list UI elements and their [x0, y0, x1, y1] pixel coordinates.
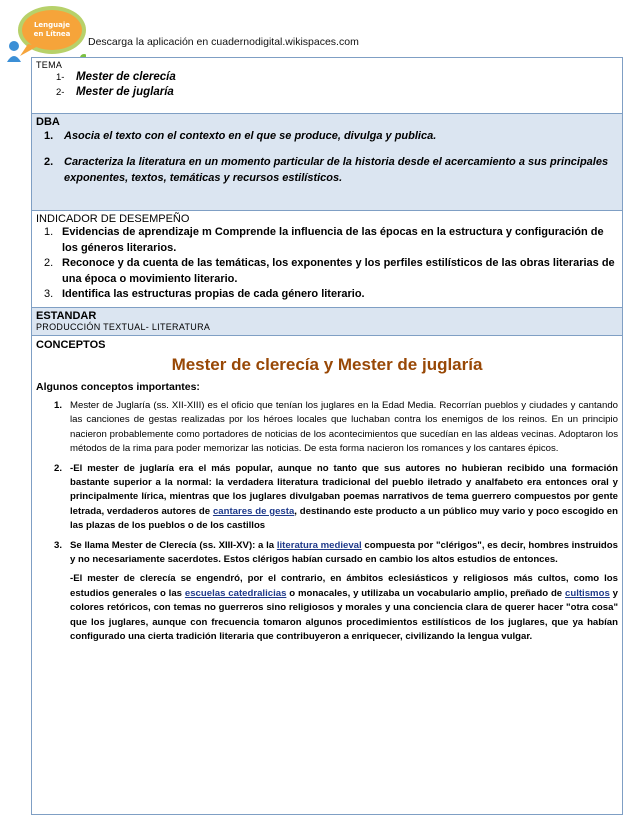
- tema-item: 2- Mester de juglaría: [56, 86, 174, 98]
- concept-item: 2. -El mester de juglaría era el más popular, aunque no tanto que sus autores no hubieran recibido una formación bastante superior a la normal: la verdadera literatura tradicional del pueblo iletrado y analfabeto era entonces oral y principalmente lírica, mientras que los juglares divulgaban poemas narrativos de tema guerrero compuestos por gente letrada, verdaderos autores de cantares de gesta, destinando este producto a un público muy vario y poco escogido en las plazas de los pueblos o de los castillos: [54, 462, 618, 532]
- link-cultismos[interactable]: cultismos: [565, 587, 610, 599]
- link-escuelas-catedralicias[interactable]: escuelas catedralicias: [184, 587, 287, 599]
- lesson-table: [31, 57, 623, 815]
- tema-section: [32, 58, 622, 114]
- link-literatura-medieval[interactable]: literatura medieval: [276, 539, 362, 551]
- concept-item: 3. Se llama Mester de Clerecía (ss. XIII-XV): a la literatura medieval compuesta por "clérigos", es decir, hombres instruidos y no necesariamente sacerdotes. Estos clérigos habían cursado en cambio los altos estudios de entonces.: [54, 539, 618, 566]
- concept-item: 1. Mester de Juglaría (ss. XII-XIII) es el oficio que tenían los juglares en la Edad Media. Recorrían pueblos y ciudades y cantando las canciones de gestas realizadas por los héroes locales que luchaban contra los enemigos de los reinos. En un principio nacieron probablemente como portadores de noticias de los acontecimientos que sucedían en las aldeas vecinas. Adoptaron los métodos de la rima para poder memorizar las noticias. De esta forma nacieron los romances y los cantares épicos.: [54, 400, 618, 455]
- tema-label: TEMA: [36, 60, 63, 70]
- estandar-section: [32, 308, 622, 336]
- conceptos-section: [32, 336, 622, 648]
- download-notice: Descarga la aplicación en cuadernodigital.wikispaces.com: [88, 36, 359, 48]
- estandar-label: ESTANDAR: [36, 310, 97, 322]
- page-title: Mester de clerecía y Mester de juglaría: [171, 355, 483, 374]
- estandar-sub: PRODUCCIÓN TEXTUAL- LITERATURA: [36, 322, 211, 332]
- tema-item: 1- Mester de clerecía: [56, 71, 176, 83]
- intro-text: Algunos conceptos importantes:: [36, 381, 200, 393]
- indicador-item: 1. Evidencias de aprendizaje m Comprende la influencia de las épocas en la estructura y configuración de los géneros literarios.: [44, 226, 604, 254]
- dba-item: 2. Caracteriza la literatura en un momento particular de la historia desde el acercamiento a sus principales exponentes, textos, temáticas y recursos estilísticos.: [44, 156, 609, 184]
- indicador-item: 2. Reconoce y da cuenta de las temáticas, los exponentes y los perfiles estilísticos de las obras literarias de una época o movimiento literario.: [44, 257, 615, 285]
- svg-text:en Lítnea: en Lítnea: [33, 30, 71, 38]
- dba-section: [32, 114, 622, 211]
- concept-paragraph: -El mester de clerecía se engendró, por el contrario, en ámbitos eclesiásticos y religiosos más cultos, como los estudios generales o las escuelas catedralicias o monacales, y utilizaba un vocabulario amplio, preñado de cultismos y colores retóricos, con temas no guerreros sino religiosos y morales y una conciencia clara de querer hacer "otra cosa" que los juglares, aunque con frecuencia tomaron algunos procedimientos estilísticos de los juglares, que ya habían configurado una cierta tradición literaria que contribuyeron a enriquecer, civilizando la lengua vulgar.: [70, 573, 618, 643]
- conceptos-label: CONCEPTOS: [36, 339, 106, 351]
- dba-item: 1. Asocia el texto con el contexto en el que se produce, divulga y publica.: [44, 130, 437, 142]
- indicador-label: INDICADOR DE DESEMPEÑO: [36, 213, 190, 225]
- indicador-item: 3. Identifica las estructuras propias de cada género literario.: [44, 288, 365, 300]
- indicador-section: [32, 211, 622, 308]
- svg-text:Lenguaje: Lenguaje: [33, 21, 71, 29]
- link-cantares-de-gesta[interactable]: cantares de gesta: [212, 505, 295, 517]
- dba-label: DBA: [36, 116, 60, 128]
